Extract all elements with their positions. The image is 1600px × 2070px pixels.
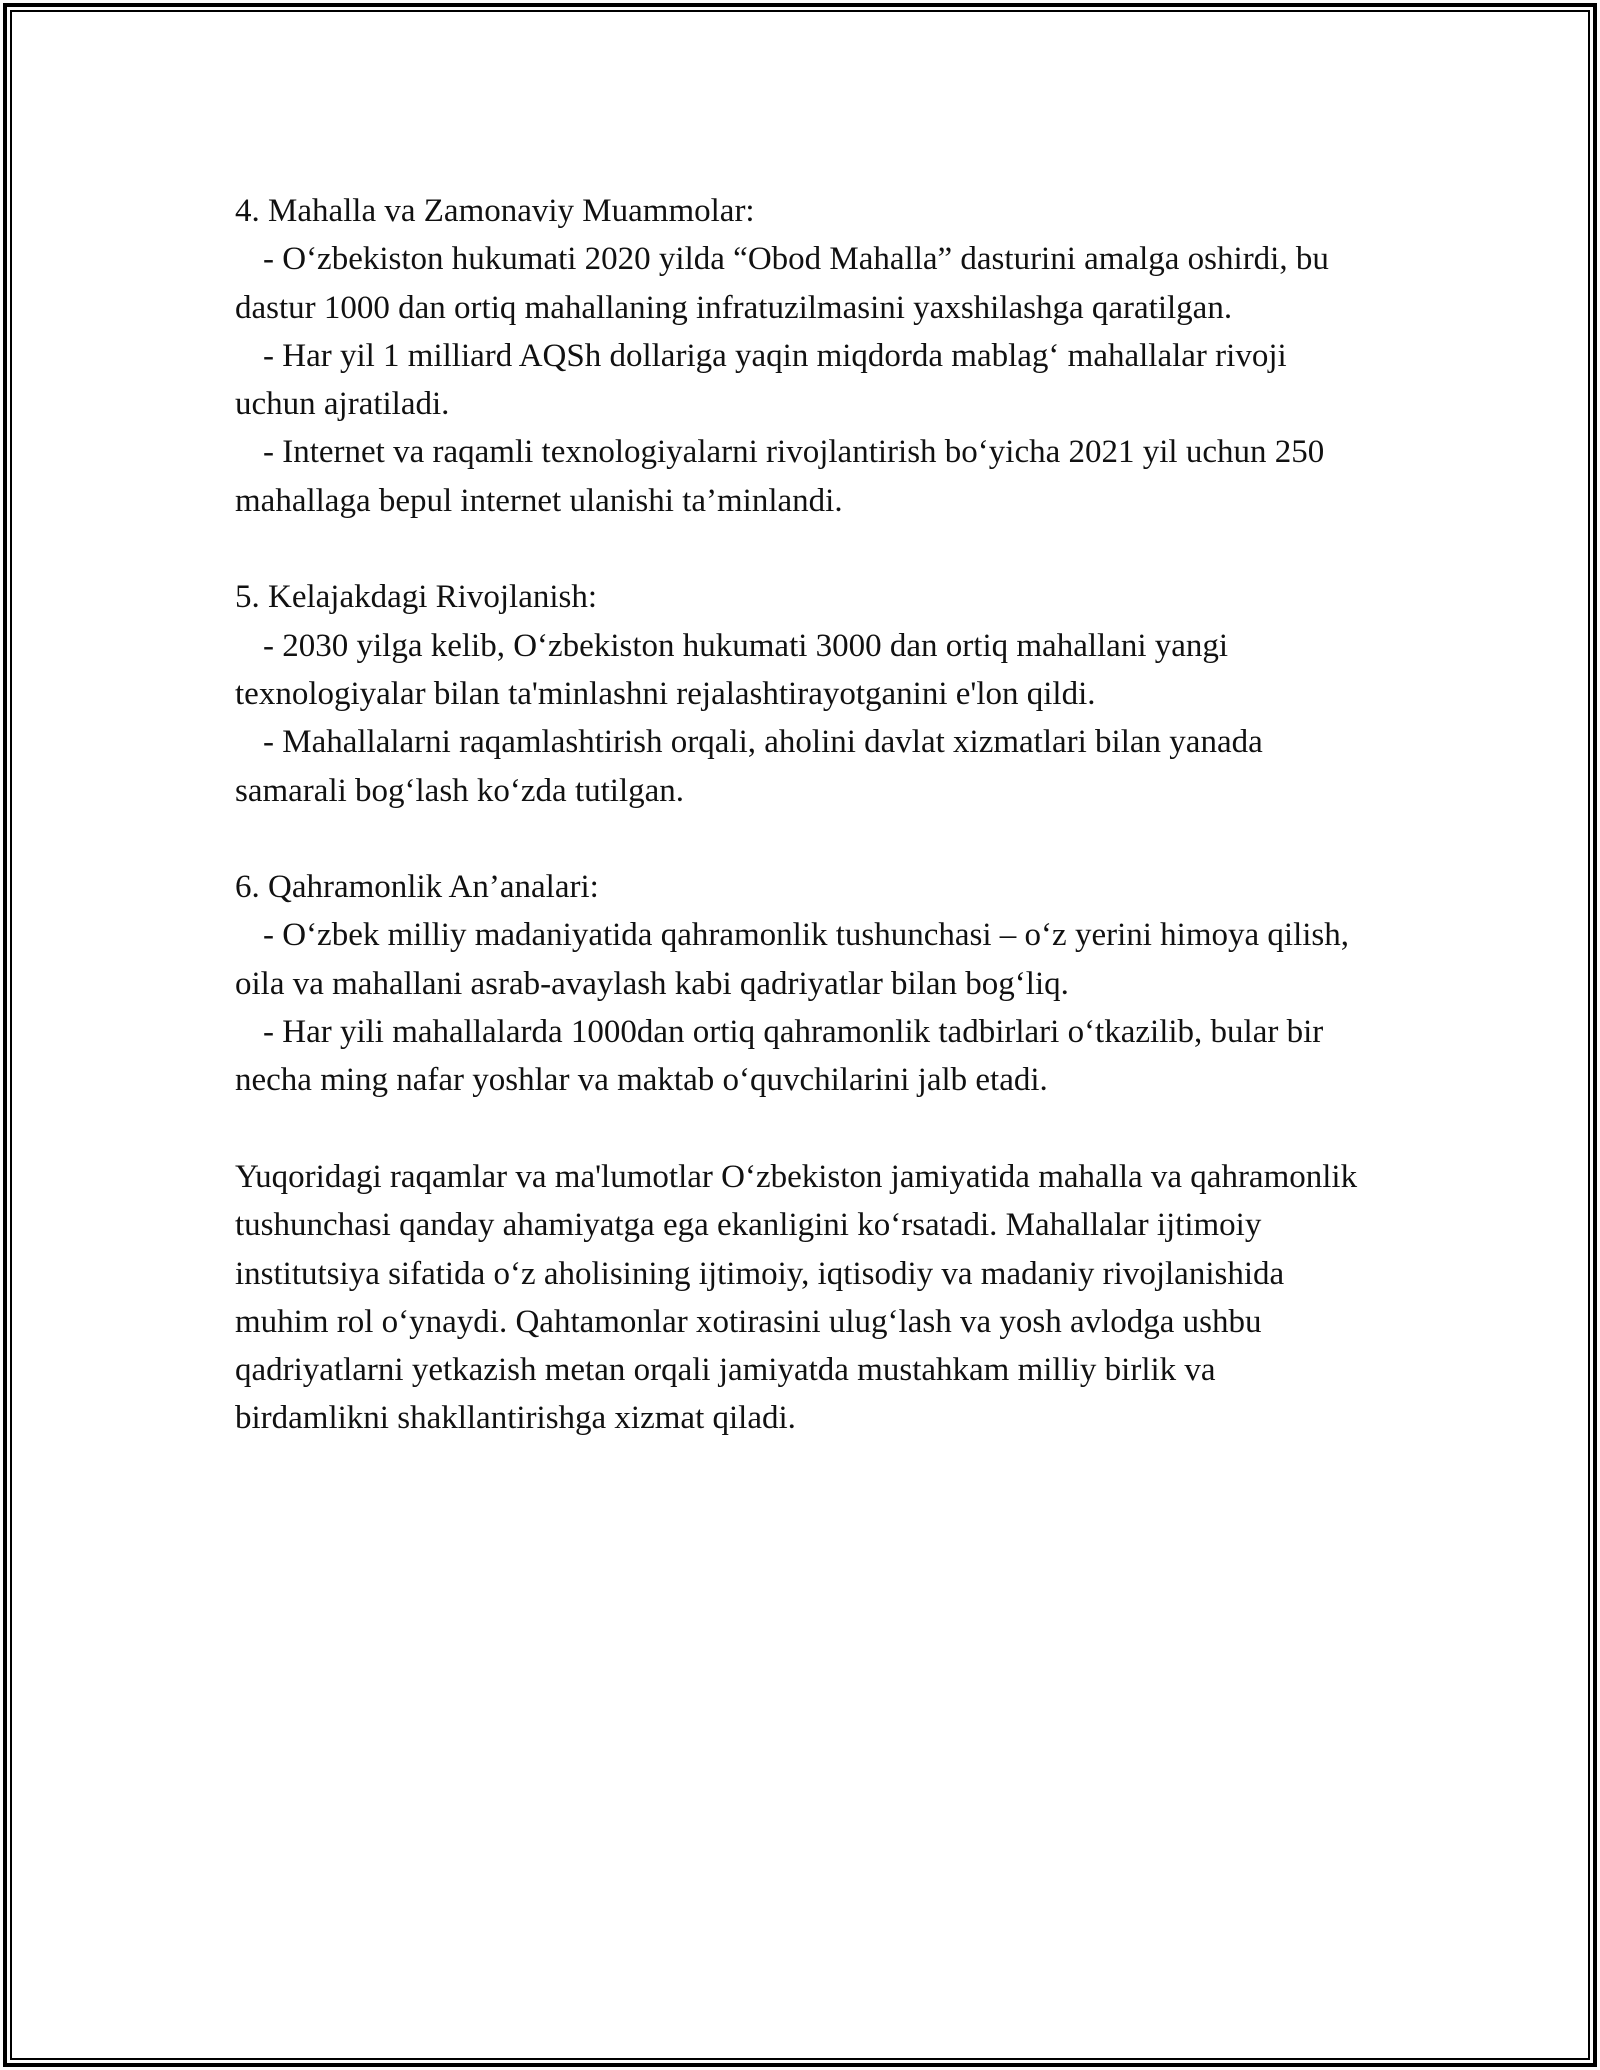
- document-body: [235, 187, 1365, 1443]
- section-kelajak-rivojlanish: [235, 573, 1365, 814]
- section-heading: 4. Mahalla va Zamonaviy Muammolar:: [235, 193, 755, 229]
- bullet-item: - 2030 yilga kelib, O‘zbekiston hukumati 3000 dan ortiq mahallani yangi texnologiyalar bilan ta'minlashni rejalashtirayotganini e'lon qildi.: [235, 627, 1237, 712]
- section-mahalla-muammolar: [235, 187, 1365, 525]
- bullet-item: - Internet va raqamli texnologiyalarni rivojlantirish bo‘yicha 2021 yil uchun 250 mahallaga bepul internet ulanishi ta’minlandi.: [235, 434, 1333, 519]
- section-heading: 5. Kelajakdagi Rivojlanish:: [235, 579, 598, 616]
- section-heading: 6. Qahramonlik An’analari:: [235, 869, 599, 906]
- conclusion-paragraph: Yuqoridagi raqamlar va ma'lumotlar O‘zbekiston jamiyatida mahalla va qahramonlik tushunchasi qanday ahamiyatga ega ekanligini ko‘rsatadi. Mahallalar ijtimoiy institutsiya sifatida o‘z aholisining ijtimoiy, iqtisodiy va madaniy rivojlanishida muhim rol o‘ynaydi. Qahtamonlar xotirasini ulug‘lash va yosh avlodga ushbu qadriyatlarni yetkazish metan orqali jamiyatda mustahkam milliy birlik va birdamlikni shakllantirishga xizmat qiladi.: [235, 1158, 1366, 1437]
- bullet-item: - O‘zbekiston hukumati 2020 yilda “Obod Mahalla” dasturini amalga oshirdi, bu dastur 1000 dan ortiq mahallaning infratuzilmasini yaxshilashga qaratilgan.: [235, 241, 1338, 326]
- bullet-item: - Har yil 1 milliard AQSh dollariga yaqin miqdorda mablag‘ mahallalar rivoji uchun ajratiladi.: [235, 337, 1295, 423]
- bullet-item: - Mahallalarni raqamlashtirish orqali, aholini davlat xizmatlari bilan yanada samarali bog‘lash ko‘zda tutilgan.: [235, 724, 1271, 809]
- bullet-item: - Har yili mahallalarda 1000dan ortiq qahramonlik tadbirlari o‘tkazilib, bular bir necha ming nafar yoshlar va maktab o‘quvchilarini jalb etadi.: [235, 1014, 1332, 1099]
- bullet-item: - O‘zbek milliy madaniyatida qahramonlik tushunchasi – o‘z yerini himoya qilish, oila va mahallani asrab-avaylash kabi qadriyatlar bilan bog‘liq.: [235, 917, 1358, 1002]
- section-qahramonlik-ananalari: [235, 863, 1365, 1104]
